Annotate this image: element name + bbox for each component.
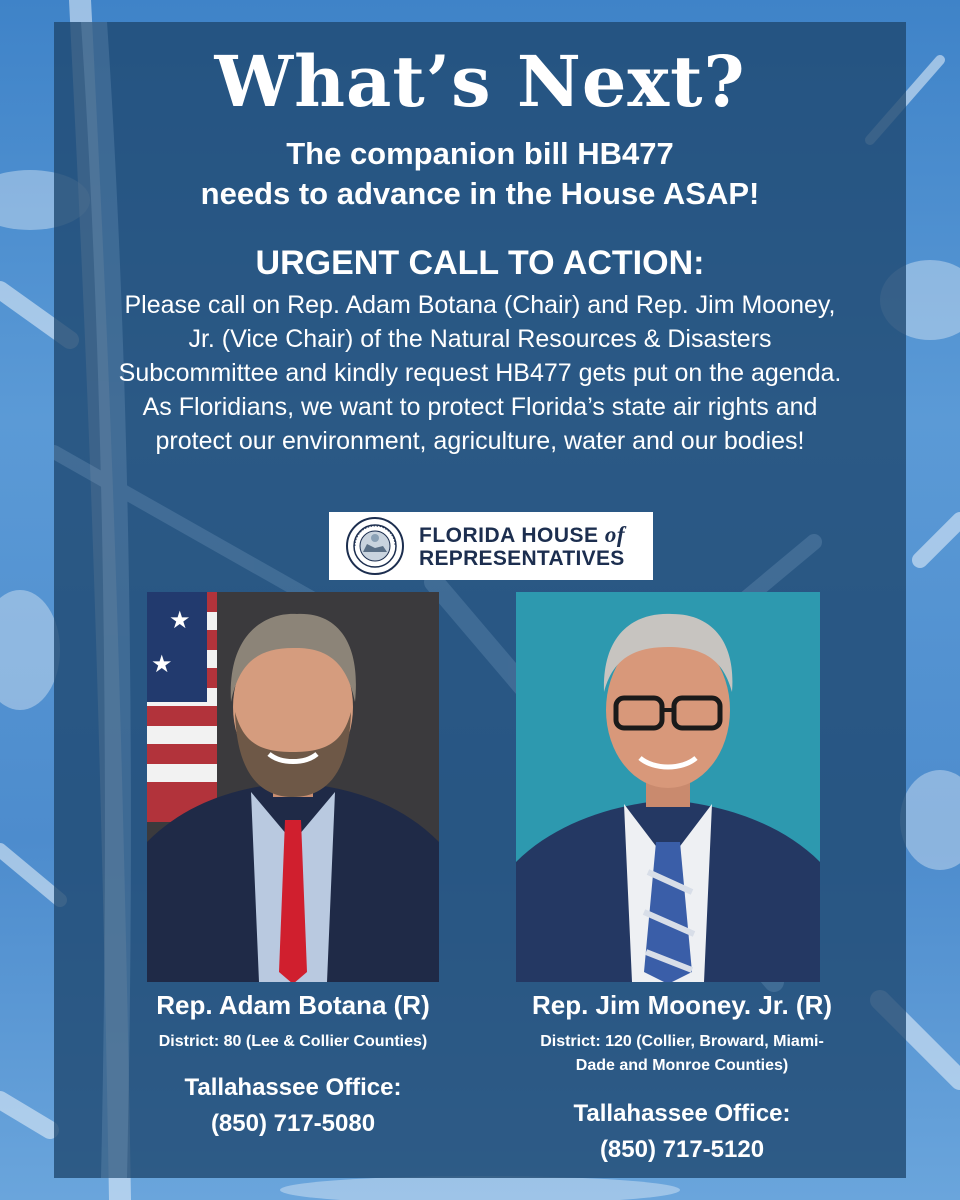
logo-line-2: REPRESENTATIVES	[419, 546, 625, 570]
subheadline	[0, 134, 960, 214]
rep-2-district	[482, 1030, 882, 1078]
rep-2-phone[interactable]: (850) 717-5120	[599, 1136, 765, 1163]
call-to-action-body: Please call on Rep. Adam Botana (Chair) and Rep. Jim Mooney, Jr. (Vice Chair) of the Natural Resources & Disasters Subcommittee and kindly request HB477 gets put on the agenda. As Floridians, we want to protect Florida’s state air rights and protect our environment, agriculture, water and our bodies!	[118, 291, 842, 455]
logo-line-1	[419, 523, 625, 547]
logo-line-1-main: FLORIDA HOUSE	[419, 523, 605, 547]
rep-1-phone[interactable]: (850) 717-5080	[210, 1110, 376, 1137]
logo-line-1-of: of	[604, 521, 626, 547]
svg-text:★: ★	[151, 650, 173, 678]
house-seal-icon	[345, 516, 405, 576]
rep-2-district-line-2: Dade and Monroe Counties)	[575, 1057, 789, 1074]
rep-2-office-label: Tallahassee Office:	[573, 1100, 791, 1127]
svg-text:★: ★	[169, 606, 191, 634]
rep-1-district: District: 80 (Lee & Collier Counties)	[158, 1033, 428, 1050]
headline: What’s Next?	[214, 40, 746, 123]
rep-1-office	[108, 1070, 478, 1142]
rep-2-name: Rep. Jim Mooney. Jr. (R)	[531, 990, 832, 1020]
rep-botana-photo	[147, 592, 439, 982]
rep-1-name: Rep. Adam Botana (R)	[156, 990, 430, 1020]
rep-2-office	[482, 1096, 882, 1168]
call-to-action-title: URGENT CALL TO ACTION:	[255, 244, 705, 282]
subheadline-line-2: needs to advance in the House ASAP!	[200, 176, 760, 211]
rep-1-office-label: Tallahassee Office:	[184, 1074, 402, 1101]
subheadline-line-1: The companion bill HB477	[286, 136, 674, 171]
rep-mooney-photo	[516, 592, 820, 982]
rep-2-district-line-1: District: 120 (Collier, Broward, Miami-	[540, 1033, 824, 1050]
florida-house-logo	[329, 512, 653, 580]
